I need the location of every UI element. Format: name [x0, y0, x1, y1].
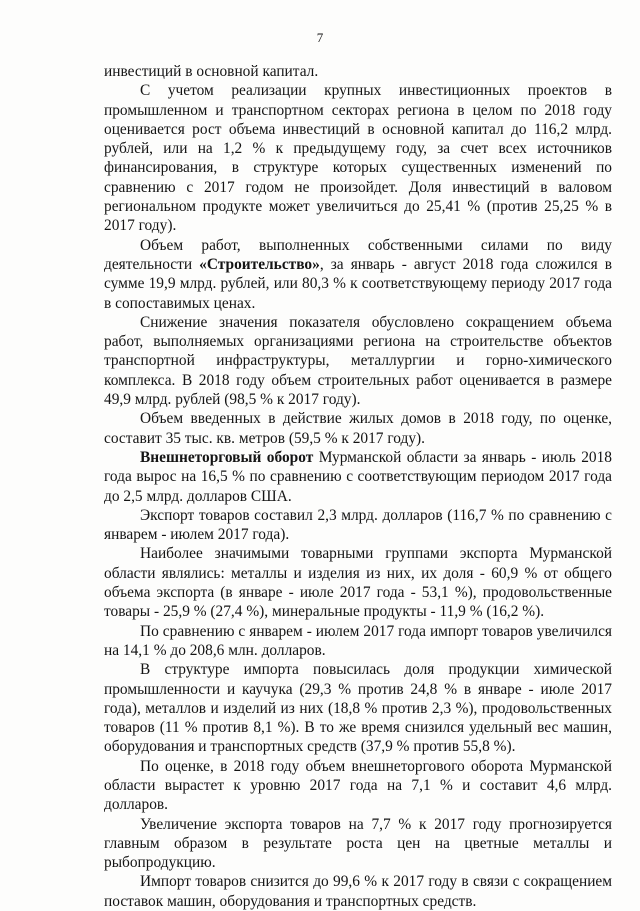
- paragraph: Увеличение экспорта товаров на 7,7 % к 2017 году прогнозируется главным образом в результате роста цен на цветные металлы и рыбопродукцию.: [104, 815, 612, 872]
- paragraph: Импорт товаров снизится до 99,6 % к 2017 году в связи с сокращением поставок машин, оборудования и транспортных средств.: [104, 873, 612, 910]
- paragraph: В структуре импорта повысилась доля продукции химической промышленности и каучука (29,3 % против 24,8 % в январе - июле 2017 года), металлов и изделий из них (18,8 % против 2,3 %), продовольственных товаров (11 % против 8,1 %). В то же время снизился удельный вес машин, оборудования и транспортных средств (37,9 % против 55,8 %).: [104, 661, 612, 756]
- paragraph: По оценке, в 2018 году объем внешнеторгового оборота Мурманской области вырастет к уровню 2017 года на 7,1 % и составит 4,6 млрд. долларов.: [104, 757, 612, 814]
- paragraph: Снижение значения показателя обусловлено сокращением объема работ, выполняемых организациями региона на строительстве объектов транспортной инфраструктуры, металлургии и горно-химического комплекса. В 2018 году объем строительных работ оценивается в размере 49,9 млрд. рублей (98,5 % к 2017 году).: [104, 313, 612, 409]
- paragraph-text: , за январь - август 2018 года сложился в сумме 19,9 млрд. рублей, или 80,3 % к соответствующему периоду 2017 года в сопоставимых ценах.: [104, 255, 612, 312]
- paragraph: [104, 236, 612, 313]
- paragraph: Объем введенных в действие жилых домов в 2018 году, по оценке, составит 35 тыс. кв. метров (59,5 % к 2017 году).: [104, 410, 612, 447]
- bold-term: Внешнеторговый оборот: [140, 448, 314, 466]
- paragraph-text: Объем работ, выполненных собственными силами по виду деятельности: [104, 236, 612, 273]
- paragraph: [104, 448, 612, 506]
- paragraph: По сравнению с январем - июлем 2017 года импорт товаров увеличился на 14,1 % до 208,6 млн. долларов.: [104, 622, 612, 659]
- paragraph: Экспорт товаров составил 2,3 млрд. долларов (116,7 % по сравнению с январем - июлем 2017 года).: [104, 506, 612, 544]
- body-text: [104, 62, 612, 911]
- page-number: 7: [316, 30, 324, 45]
- paragraph-text: Мурманской области за январь - июль 2018 года вырос на 16,5 % по сравнению с соответствующим периодом 2017 года до 2,5 млрд. долларов США.: [104, 448, 612, 505]
- paragraph: инвестиций в основной капитал.: [104, 63, 319, 80]
- bold-term: «Строительство»: [199, 255, 320, 273]
- paragraph: Наиболее значимыми товарными группами экспорта Мурманской области являлись: металлы и изделия из них, их доля - 60,9 % от общего объема экспорта (в январе - июле 2017 года - 53,1 %), продовольственные товары - 25,9 % (27,4 %), минеральные продукты - 11,9 % (16,2 %).: [104, 545, 612, 621]
- paragraph: С учетом реализации крупных инвестиционных проектов в промышленном и транспортном секторах региона в целом по 2018 году оценивается рост объема инвестиций в основной капитал до 116,2 млрд. рублей, или на 1,2 % к предыдущему году, за счет всех источников финансирования, в структуре которых существенных изменений по сравнению с 2017 годом не произойдет. Доля инвестиций в валовом региональном продукте может увеличиться до 25,41 % (против 25,25 % в 2017 году).: [104, 82, 612, 235]
